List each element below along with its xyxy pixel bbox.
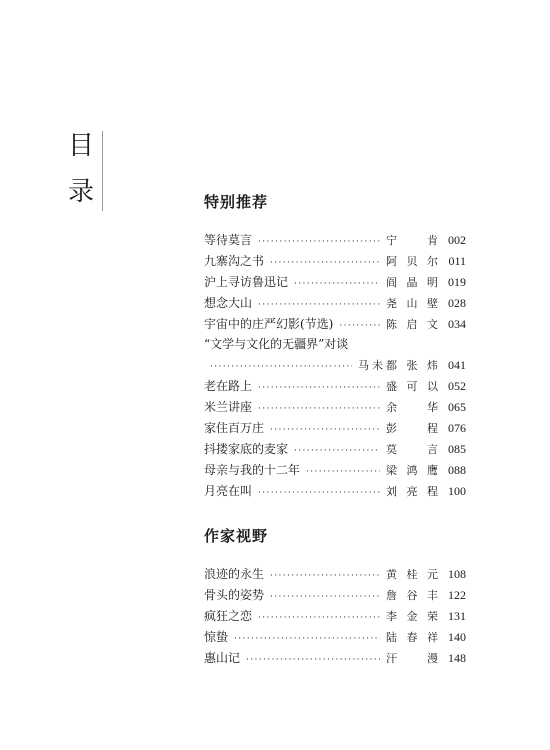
dot-leader [294, 274, 380, 295]
title-divider [102, 131, 103, 211]
entry-title: 惊蛰 [204, 629, 229, 644]
toc-entry[interactable] [204, 293, 466, 314]
entry-title: 宇宙中的庄严幻影(节选) [204, 316, 334, 331]
entry-author: 阎晶明 [386, 275, 438, 289]
entry-author: 詹谷丰 [386, 588, 438, 602]
dot-leader [258, 378, 380, 399]
dot-leader [270, 253, 380, 274]
entry-author: 陈启文 [386, 317, 438, 331]
toc-entry[interactable] [204, 606, 466, 627]
entry-page: 052 [448, 379, 466, 394]
entry-author: 宁 肯 [386, 234, 438, 247]
entry-title: 母亲与我的十二年 [204, 462, 301, 477]
entry-author: 刘亮程 [386, 484, 438, 498]
dot-leader [210, 357, 352, 378]
entry-page: 076 [448, 421, 466, 436]
toc-entry[interactable] [204, 251, 466, 272]
entry-author: 马未都 张 炜 [358, 359, 438, 373]
section-writers-view [204, 524, 466, 668]
entry-page: 131 [448, 608, 466, 623]
toc-entry[interactable] [204, 648, 466, 669]
entry-title: 浪迹的永生 [204, 567, 265, 581]
toc-entry[interactable] [204, 564, 466, 585]
dot-leader [339, 316, 380, 337]
entry-author: 莫 言 [386, 442, 438, 456]
entry-page: 140 [448, 629, 466, 644]
page-title-char: 目 [67, 131, 94, 161]
entry-title: 老在路上 [204, 379, 253, 394]
toc-entry[interactable] [204, 397, 466, 418]
toc-entry[interactable] [204, 439, 466, 460]
entry-author: 余 华 [386, 401, 438, 415]
entry-title: “文学与文化的无疆界”对谈 [204, 337, 349, 352]
dot-leader [270, 420, 380, 441]
toc-entry[interactable] [204, 418, 466, 439]
entry-title: 惠山记 [204, 650, 241, 665]
entry-author: 阿贝尔 [386, 254, 438, 268]
entry-page: 122 [448, 587, 466, 602]
entry-title: 九寨沟之书 [204, 253, 265, 268]
toc-entry[interactable] [204, 376, 466, 397]
entry-title: 家住百万庄 [204, 421, 265, 436]
toc-entry[interactable] [204, 460, 466, 481]
section-special [204, 190, 466, 502]
entry-page: 034 [448, 316, 466, 331]
section-title: 作家视野 [204, 527, 269, 545]
entry-author: 汗 漫 [386, 651, 438, 665]
entry-author: 尧山壁 [386, 296, 438, 310]
entry-page: 028 [448, 295, 466, 310]
entry-page: 041 [448, 358, 466, 373]
dot-leader [234, 629, 380, 650]
entry-page: 148 [448, 650, 466, 665]
toc-list [204, 230, 466, 502]
entry-page: 002 [448, 233, 466, 247]
entry-title: 想念大山 [204, 295, 253, 310]
toc-entry[interactable] [204, 334, 466, 355]
entry-page: 085 [448, 441, 466, 456]
page-title [64, 133, 98, 205]
entry-title: 抖搂家底的麦家 [204, 441, 289, 456]
entry-page: 108 [448, 567, 466, 581]
toc-entry[interactable] [204, 314, 466, 335]
dot-leader [258, 483, 380, 504]
dot-leader [246, 650, 380, 671]
toc-entry[interactable] [204, 585, 466, 606]
dot-leader [258, 295, 380, 316]
entry-author: 李金荣 [386, 609, 438, 623]
dot-leader [294, 441, 380, 462]
toc-entry-continuation[interactable] [204, 355, 466, 376]
toc-entry[interactable] [204, 481, 466, 502]
dot-leader [258, 399, 380, 420]
toc-list [204, 564, 466, 668]
entry-page: 019 [448, 274, 466, 289]
page-title-char: 录 [67, 177, 94, 207]
entry-author: 黄桂元 [386, 568, 438, 581]
dot-leader [270, 566, 380, 587]
entry-title: 骨头的姿势 [204, 587, 265, 602]
toc-entry[interactable] [204, 230, 466, 251]
entry-page: 011 [448, 253, 466, 268]
entry-author: 梁鸿鹰 [386, 463, 438, 477]
entry-title: 沪上寻访鲁迅记 [204, 274, 289, 289]
section-title: 特别推荐 [204, 193, 269, 211]
entry-author: 彭 程 [386, 422, 438, 436]
dot-leader [306, 462, 380, 483]
entry-page: 065 [448, 400, 466, 415]
dot-leader [270, 587, 380, 608]
entry-title: 米兰讲座 [204, 400, 253, 415]
dot-leader [258, 608, 380, 629]
entry-title: 月亮在叫 [204, 483, 253, 498]
toc-entry[interactable] [204, 627, 466, 648]
entry-title: 等待莫言 [204, 233, 253, 247]
toc-entry[interactable] [204, 272, 466, 293]
entry-page: 100 [448, 483, 466, 498]
entry-title: 疯狂之恋 [204, 608, 253, 623]
entry-page: 088 [448, 462, 466, 477]
entry-author: 陆春祥 [386, 630, 438, 644]
dot-leader [258, 232, 380, 253]
entry-author: 盛可以 [386, 380, 438, 394]
